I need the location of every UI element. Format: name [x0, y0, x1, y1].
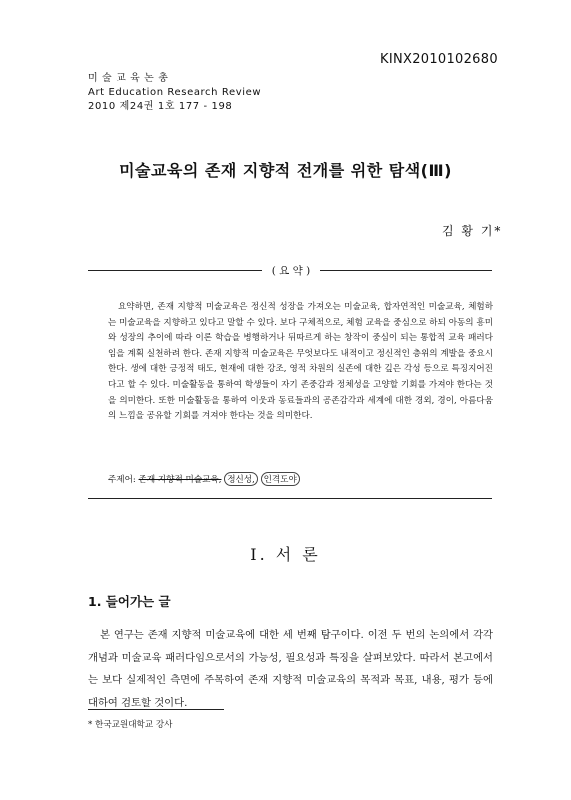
journal-info [88, 72, 261, 114]
author-name: 김 황 기* [442, 224, 503, 238]
keyword-1: 존재 지향적 미술교육, [138, 475, 222, 485]
abstract-heading-rule [88, 263, 492, 277]
abstract-bottom-rule [88, 498, 492, 499]
abstract-text: 요약하면, 존재 지향적 미술교육은 정신적 성장을 가져오는 미술교육, 합자연적인 미술교육, 체험하는 미술교육을 지향하고 있다고 말할 수 있다. 보다 구체적으로, 체험 교육을 중심으로 하되 아동의 흥미와 성장의 추이에 따라 이론 학습을 병행하거나 뒤따르게 하는 창작이 중심이 되는 통합적 교육 패러다임을 계획 실천하려 한다. 존재 지향적 미술교육은 무엇보다도 내적이고 정신적인 층위의 계발을 중요시한다. 생에 대한 긍정적 태도, 현재에 대한 강조, 영적 차원의 실존에 대한 깊은 각성 등으로 특징지어진다고 할 수 있다. 미술활동을 통하여 학생들이 자기 존중감과 정체성을 고양할 기회를 가져야 한다는 것을 의미한다. 또한 미술활동을 통하여 이웃과 동료들과의 공존감각과 세계에 대한 경외, 경이, 아름다움의 느낌을 공유할 기회를 겨져야 한다는 것을 의미한다. [108, 302, 493, 422]
section-title: Ⅰ. 서 론 [250, 545, 321, 564]
body-paragraph: 본 연구는 존재 지향적 미술교육에 대한 세 번째 탐구이다. 이전 두 번의 논의에서 각각 개념과 미술교육 패러다임으로서의 가능성, 필요성과 특징을 살펴보았다. 따라서 본고에서는 보다 실제적인 측면에 주목하여 존재 지향적 미술교육의 목적과 목표, 내용, 평가 등에 대하여 검토할 것이다. [88, 629, 493, 709]
journal-name-english: Art Education Research Review [88, 87, 262, 98]
keyword-2: 정신성, [224, 472, 258, 486]
journal-name-korean: 미 술 교 육 논 총 [88, 73, 169, 84]
journal-issue: 2010 제24권 1호 177 - 198 [88, 101, 233, 112]
heading-rule-right [320, 270, 492, 271]
heading-rule-left [88, 270, 262, 271]
footnote-rule [88, 709, 224, 710]
abstract-heading: ( 요 약 ) [271, 265, 311, 277]
keywords [108, 472, 493, 486]
document-id: KINX2010102680 [380, 52, 498, 67]
subsection-title: 1. 들어가는 글 [88, 594, 171, 609]
paper-title: 미술교육의 존재 지향적 전개를 위한 탐색(Ⅲ) [119, 161, 452, 180]
keyword-3: 인격도야 [261, 472, 300, 486]
keywords-label: 주제어: [108, 475, 136, 485]
footnote: * 한국교원대학교 강사 [88, 720, 173, 730]
